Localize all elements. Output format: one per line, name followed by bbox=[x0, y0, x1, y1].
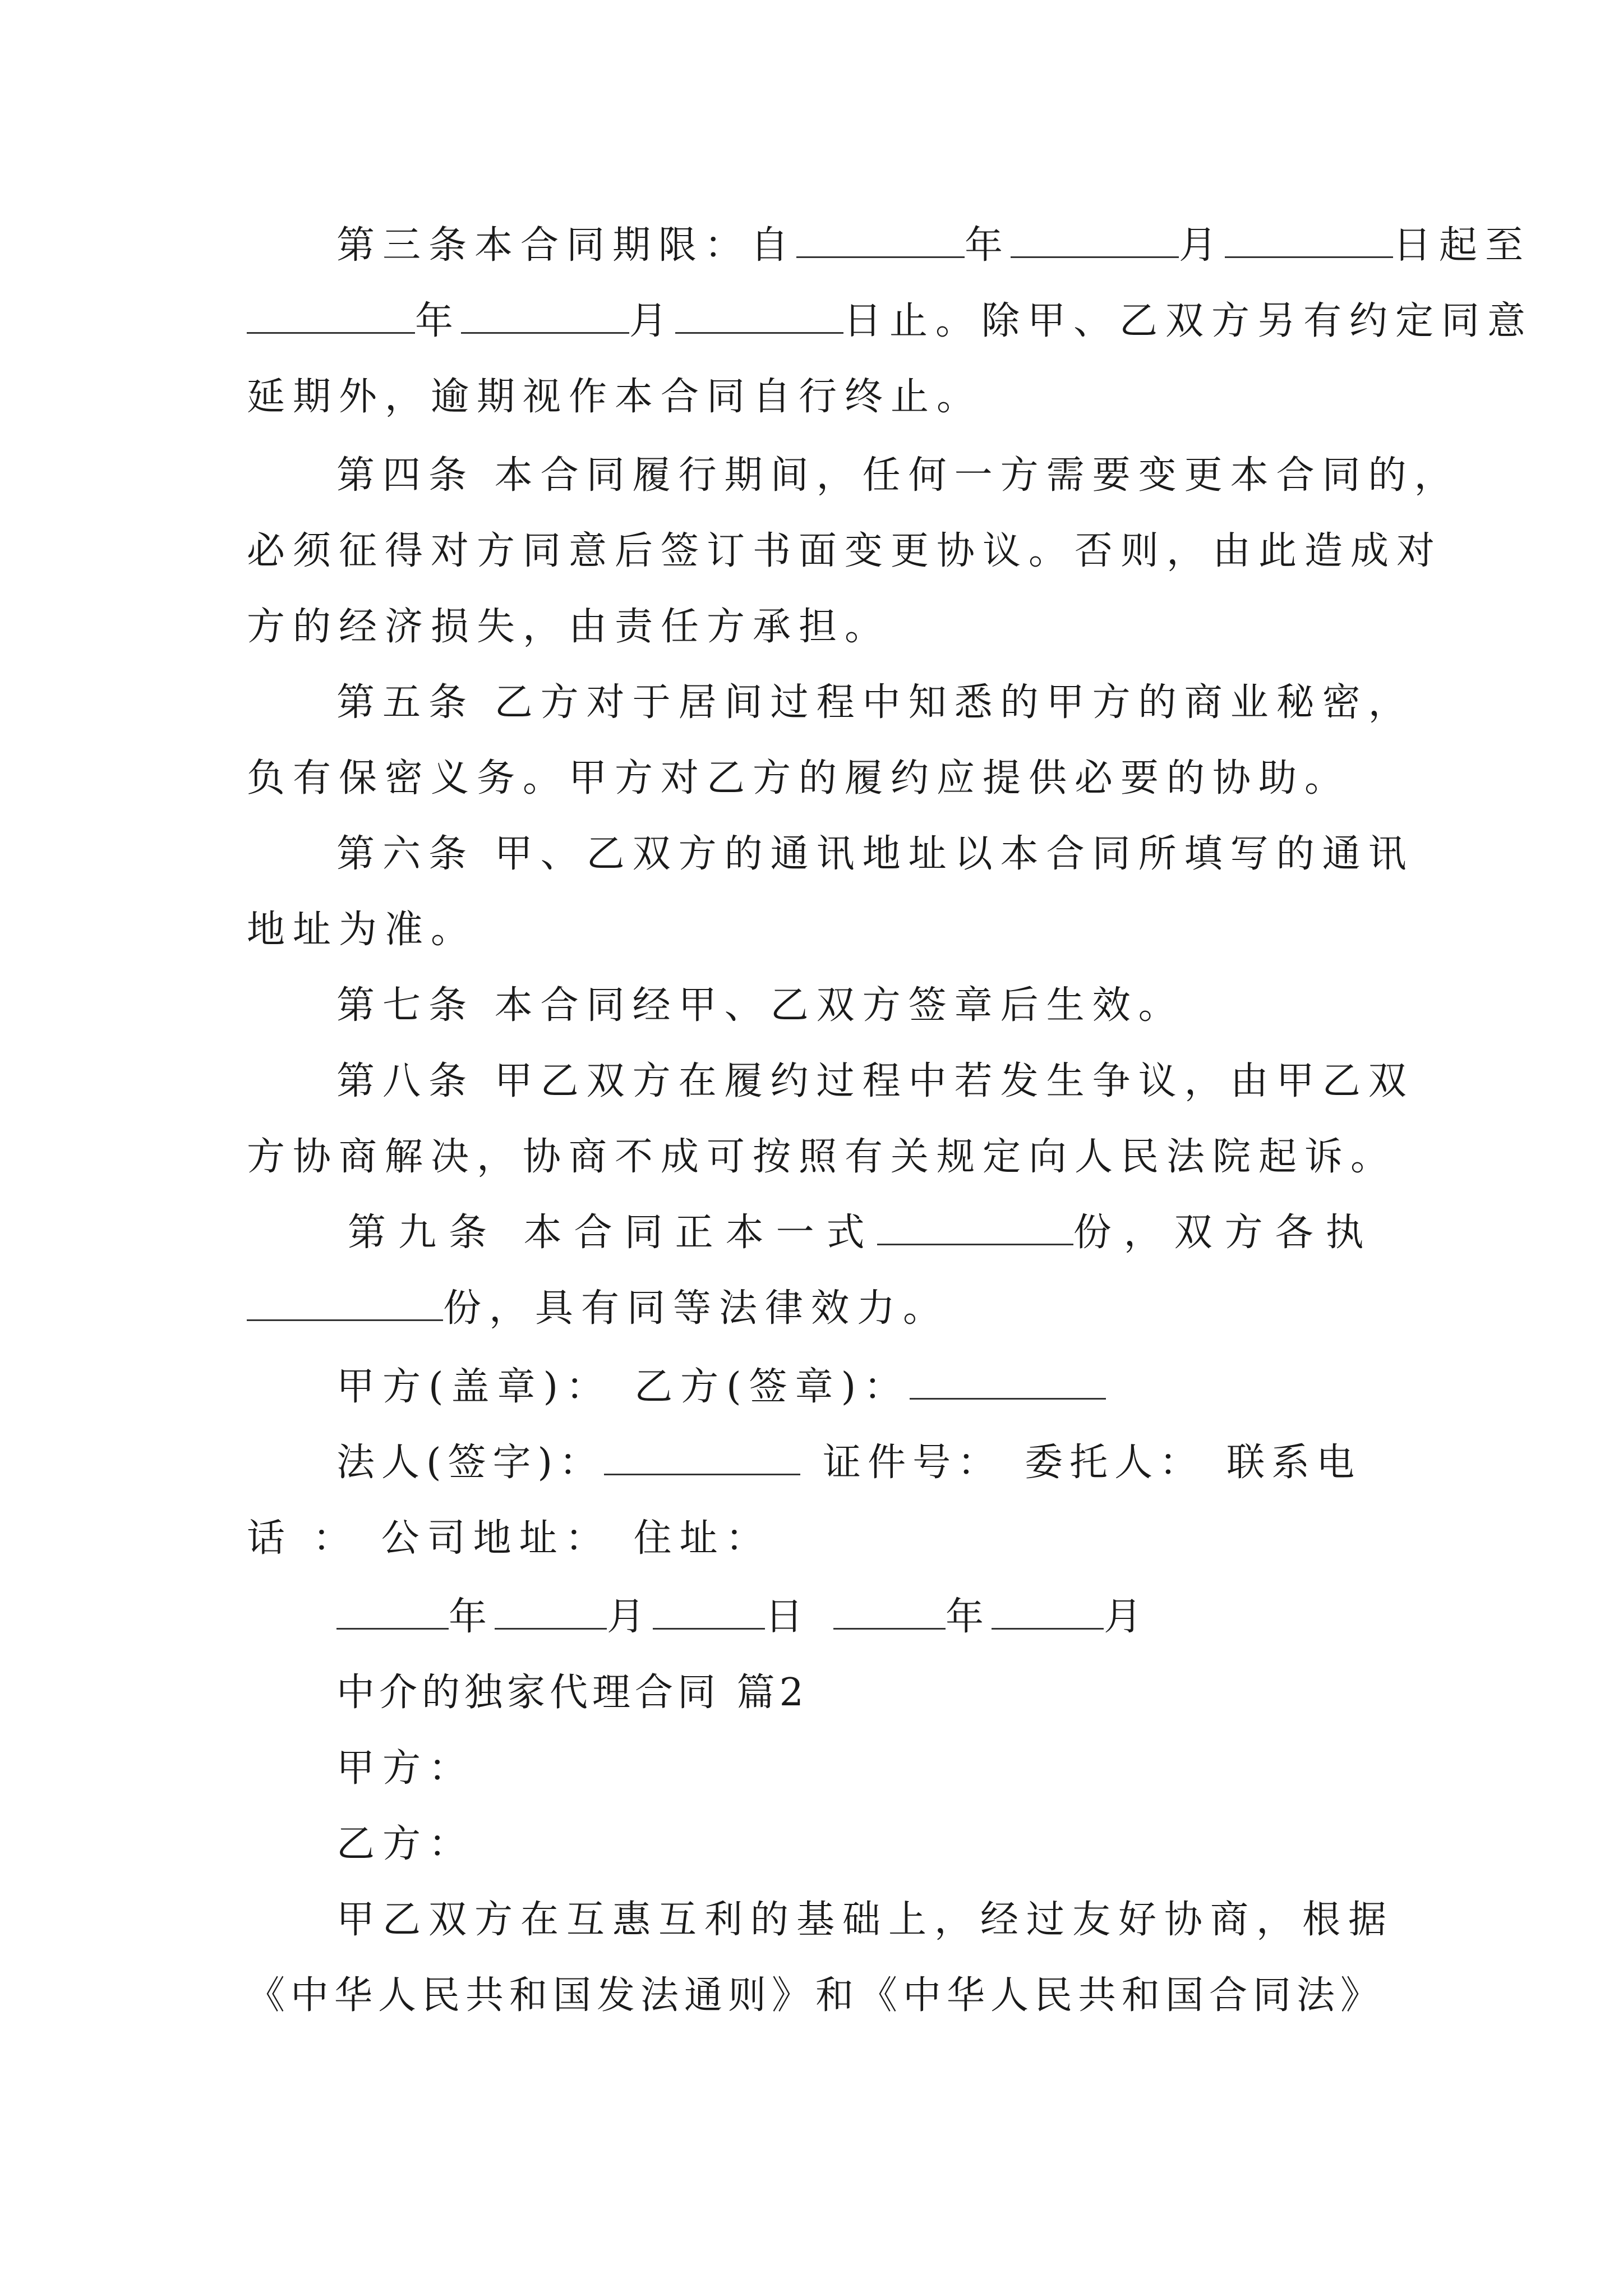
signature-party-line bbox=[336, 1360, 1380, 1414]
text: 月 bbox=[1179, 223, 1225, 268]
phone-label-cont: 话 ： bbox=[247, 1516, 359, 1561]
text: 年 bbox=[449, 1595, 495, 1639]
blank-day bbox=[675, 298, 843, 334]
legal-rep-label: 法人(签字)： bbox=[336, 1441, 605, 1485]
text: 年 bbox=[965, 223, 1011, 268]
text: 日起至 bbox=[1393, 223, 1532, 268]
text: 日 bbox=[765, 1595, 811, 1639]
clause-8-line-1: 第八条 甲乙双方在履约过程中若发生争议，由甲乙双 bbox=[336, 1059, 1414, 1103]
text: 月 bbox=[629, 299, 676, 343]
company-address-label: 公司地址： bbox=[381, 1516, 611, 1561]
clause-3-line-2 bbox=[247, 295, 1534, 348]
clause-9-line-1 bbox=[348, 1206, 1380, 1260]
clause-3-line-3: 延期外，逾期视作本合同自行终止。 bbox=[247, 375, 983, 419]
blank-year bbox=[796, 223, 965, 258]
party-a-seal-label: 甲方(盖章)： bbox=[336, 1365, 612, 1409]
text: 第三条本合同期限：自 bbox=[336, 223, 797, 268]
clause-3-line-1 bbox=[336, 219, 1532, 273]
date-line bbox=[336, 1590, 1380, 1644]
text: 份，双方各执 bbox=[1073, 1211, 1376, 1255]
text: 月 bbox=[607, 1595, 653, 1639]
clause-5-line-2: 负有保密义务。甲方对乙方的履约应提供必要的协助。 bbox=[247, 756, 1351, 800]
blank-year bbox=[336, 1594, 449, 1630]
blank-month bbox=[461, 298, 629, 334]
clause-4-line-1: 第四条 本合同履行期间，任何一方需要变更本合同的， bbox=[336, 453, 1460, 498]
party-b-sign-label: 乙方(签章)： bbox=[634, 1365, 910, 1409]
text: 第九条 本合同正本一式 bbox=[348, 1211, 877, 1255]
agent-label: 委托人： bbox=[1025, 1441, 1205, 1485]
text: 年 bbox=[415, 299, 462, 343]
text: 份，具有同等法律效力。 bbox=[443, 1286, 949, 1331]
clause-6-line-2: 地址为准。 bbox=[247, 908, 477, 952]
preamble-line-2: 《中华人民共和国发法通则》和《中华人民共和国合同法》 bbox=[247, 1973, 1385, 2018]
signature-detail-line-2 bbox=[247, 1512, 1380, 1566]
clause-8-line-2: 方协商解决，协商不成可按照有关规定向人民法院起诉。 bbox=[247, 1135, 1397, 1179]
clause-9-line-2 bbox=[247, 1282, 1380, 1336]
party-b-label: 乙方： bbox=[336, 1822, 475, 1866]
blank-day bbox=[653, 1594, 765, 1630]
preamble-line-1: 甲乙双方在互惠互利的基础上，经过友好协商，根据 bbox=[336, 1898, 1395, 1942]
blank-month bbox=[495, 1594, 607, 1630]
text: 日止。除甲、乙双方另有约定同意 bbox=[843, 299, 1534, 343]
id-number-label: 证件号： bbox=[823, 1441, 1003, 1485]
blank-copies bbox=[877, 1210, 1073, 1245]
party-a-label: 甲方： bbox=[336, 1746, 475, 1791]
blank-day bbox=[1225, 223, 1393, 258]
text: 月 bbox=[1104, 1595, 1150, 1639]
clause-7-line-1: 第七条 本合同经甲、乙双方签章后生效。 bbox=[336, 983, 1184, 1028]
clause-5-line-1: 第五条 乙方对于居间过程中知悉的甲方的商业秘密， bbox=[336, 680, 1414, 725]
blank-year bbox=[247, 298, 415, 334]
blank-party-b bbox=[910, 1364, 1106, 1400]
address-label: 住址： bbox=[633, 1516, 772, 1561]
clause-6-line-1: 第六条 甲、乙双方的通讯地址以本合同所填写的通讯 bbox=[336, 832, 1414, 876]
blank-month bbox=[1011, 223, 1179, 258]
text: 年 bbox=[946, 1595, 992, 1639]
section-title: 中介的独家代理合同 篇2 bbox=[336, 1671, 808, 1715]
blank-copies bbox=[247, 1286, 443, 1321]
blank-year bbox=[833, 1594, 946, 1630]
clause-4-line-3: 方的经济损失，由责任方承担。 bbox=[247, 605, 891, 649]
phone-label: 联系电 bbox=[1227, 1441, 1362, 1485]
clause-4-line-2: 必须征得对方同意后签订书面变更协议。否则，由此造成对 bbox=[247, 529, 1443, 573]
signature-detail-line-1 bbox=[336, 1436, 1380, 1490]
blank-month bbox=[992, 1594, 1104, 1630]
blank-legal-rep bbox=[604, 1440, 800, 1475]
